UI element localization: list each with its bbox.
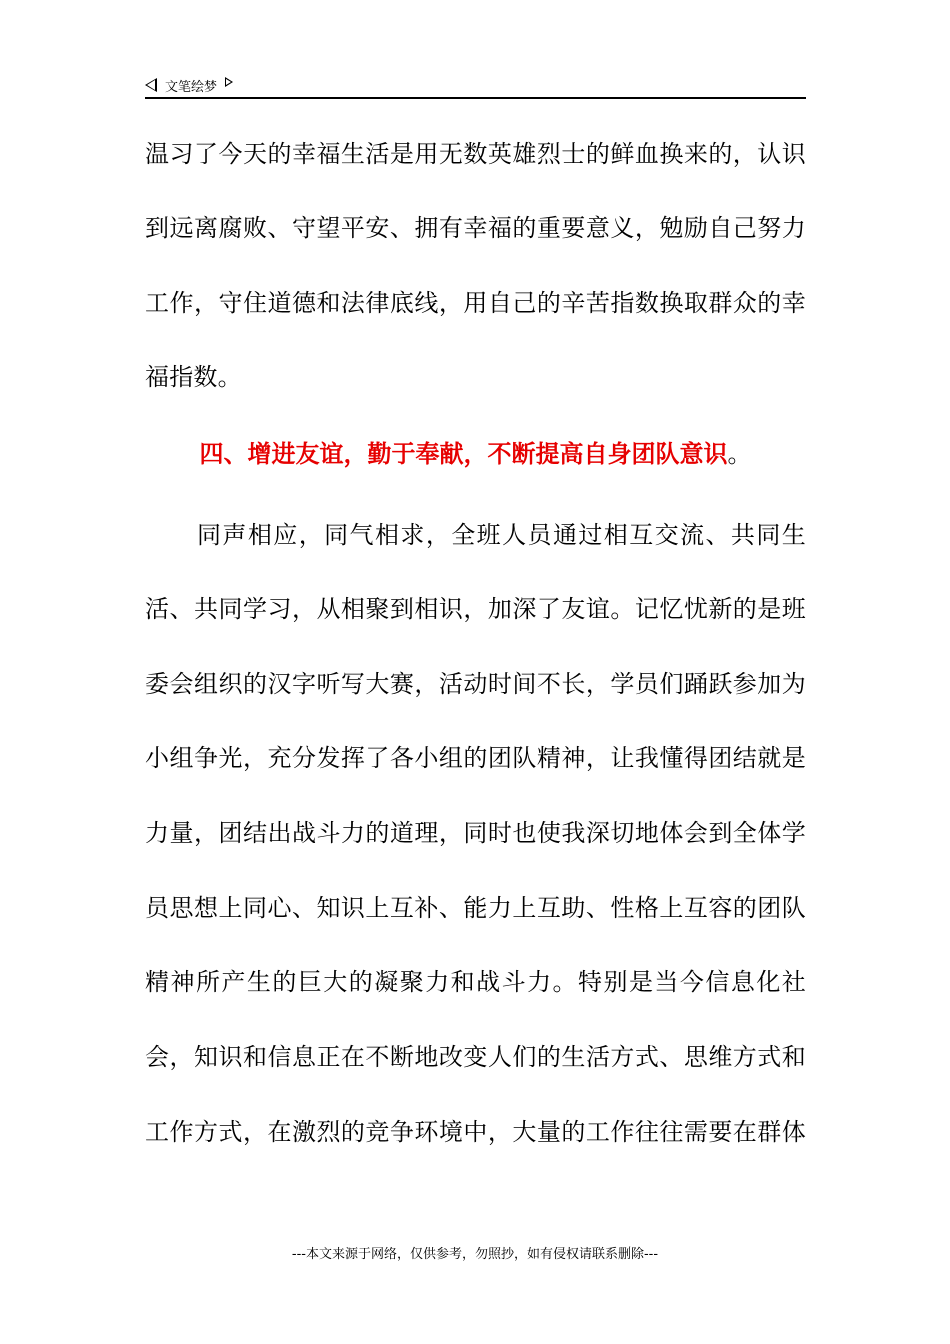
header-divider	[145, 97, 806, 99]
paragraph-line: 到远离腐败、守望平安、拥有幸福的重要意义，勉励自己努力	[145, 214, 806, 242]
paragraph-line: 精神所产生的巨大的凝聚力和战斗力。特别是当今信息化社	[145, 968, 806, 996]
section-heading-text: 四、增进友谊，勤于奉献，不断提高自身团队意识	[199, 439, 728, 468]
paragraph-line: 同声相应，同气相求，全班人员通过相互交流、共同生	[197, 521, 806, 549]
paragraph-line: 员思想上同心、知识上互补、能力上互助、性格上互容的团队	[145, 894, 806, 922]
right-triangle-icon	[225, 77, 233, 87]
paragraph-line: 力量，团结出战斗力的道理，同时也使我深切地体会到全体学	[145, 819, 806, 847]
paragraph-line: 委会组织的汉字听写大赛，活动时间不长，学员们踊跃参加为	[145, 670, 806, 698]
paragraph-line: 会，知识和信息正在不断地改变人们的生活方式、思维方式和	[145, 1043, 806, 1071]
left-triangle-icon	[145, 78, 157, 92]
paragraph-line: 活、共同学习，从相聚到相识，加深了友谊。记忆忧新的是班	[145, 595, 806, 623]
header-title: 文笔绘梦	[165, 79, 218, 95]
section-heading	[145, 438, 806, 470]
section-heading-period: 。	[727, 440, 752, 468]
page-footer: ---本文来源于网络，仅供参考，勿照抄，如有侵权请联系删除---	[291, 1247, 659, 1262]
paragraph-line: 工作，守住道德和法律底线，用自己的辛苦指数换取群众的幸	[145, 289, 806, 317]
page-header	[145, 72, 233, 98]
paragraph-line: 工作方式，在激烈的竞争环境中，大量的工作往往需要在群体	[145, 1118, 806, 1146]
paragraph-line: 温习了今天的幸福生活是用无数英雄烈士的鲜血换来的，认识	[145, 140, 806, 168]
paragraph-line: 小组争光，充分发挥了各小组的团队精神，让我懂得团结就是	[145, 744, 806, 772]
paragraph-line: 福指数。	[145, 363, 242, 391]
